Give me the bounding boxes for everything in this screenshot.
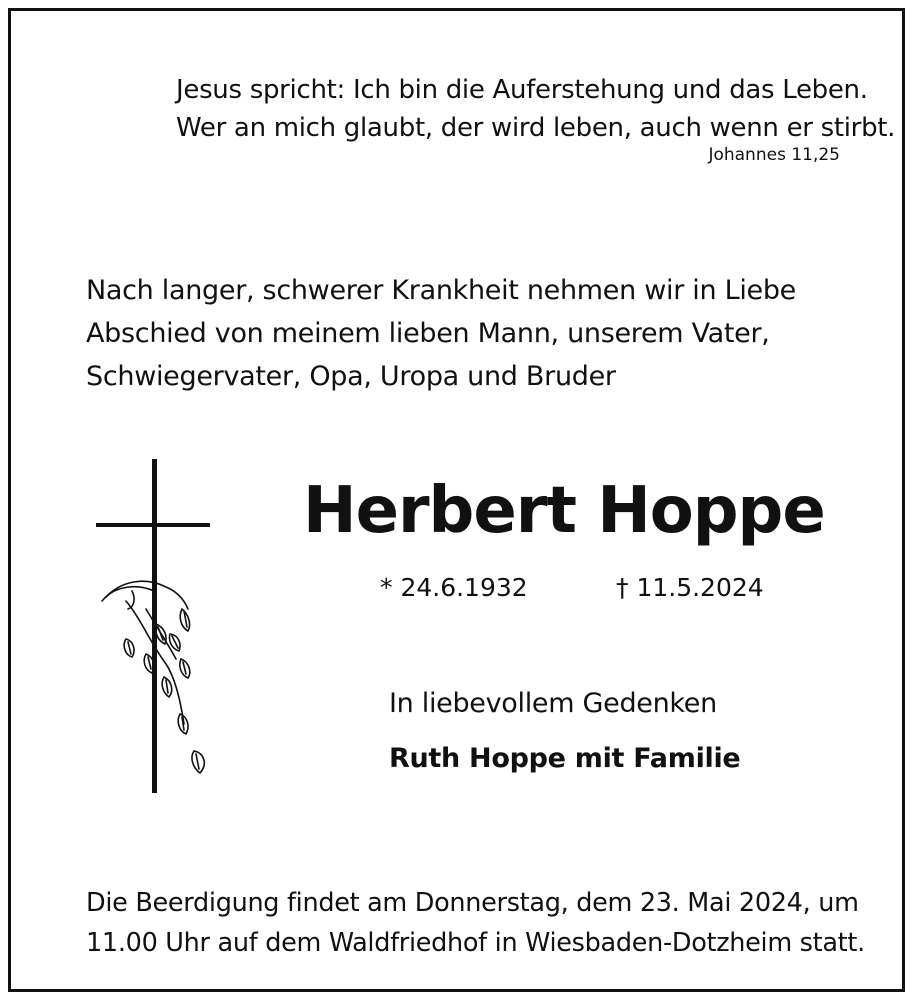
funeral-notice: [86, 883, 886, 963]
intro-line-2: Abschied von meinem lieben Mann, unserem Vater,: [86, 318, 770, 349]
intro-line-1: Nach langer, schwerer Krankheit nehmen wir in Liebe: [86, 275, 796, 306]
death-date: † 11.5.2024: [616, 573, 764, 602]
obituary-frame: [8, 8, 905, 992]
funeral-line-1: Die Beerdigung findet am Donnerstag, dem 23. Mai 2024, um: [86, 888, 859, 918]
intro-line-3: Schwiegervater, Opa, Uropa und Bruder: [86, 361, 616, 392]
funeral-line-2: 11.00 Uhr auf dem Waldfriedhof in Wiesbaden-Dotzheim statt.: [86, 928, 865, 958]
verse-reference: Johannes 11,25: [708, 145, 840, 165]
verse-line-2: Wer an mich glaubt, der wird leben, auch wenn er stirbt.: [176, 113, 896, 143]
family-signature: Ruth Hoppe mit Familie: [389, 743, 741, 774]
cross-icon: [96, 459, 221, 799]
verse-line-1: Jesus spricht: Ich bin die Auferstehung und das Leben.: [176, 75, 868, 105]
bible-verse: [176, 71, 896, 147]
cross-with-birch-branch-icon: [96, 459, 221, 799]
intro-text: [86, 269, 886, 398]
deceased-name: Herbert Hoppe: [303, 474, 825, 548]
birth-date: * 24.6.1932: [380, 573, 528, 602]
memory-line: In liebevollem Gedenken: [389, 688, 717, 719]
